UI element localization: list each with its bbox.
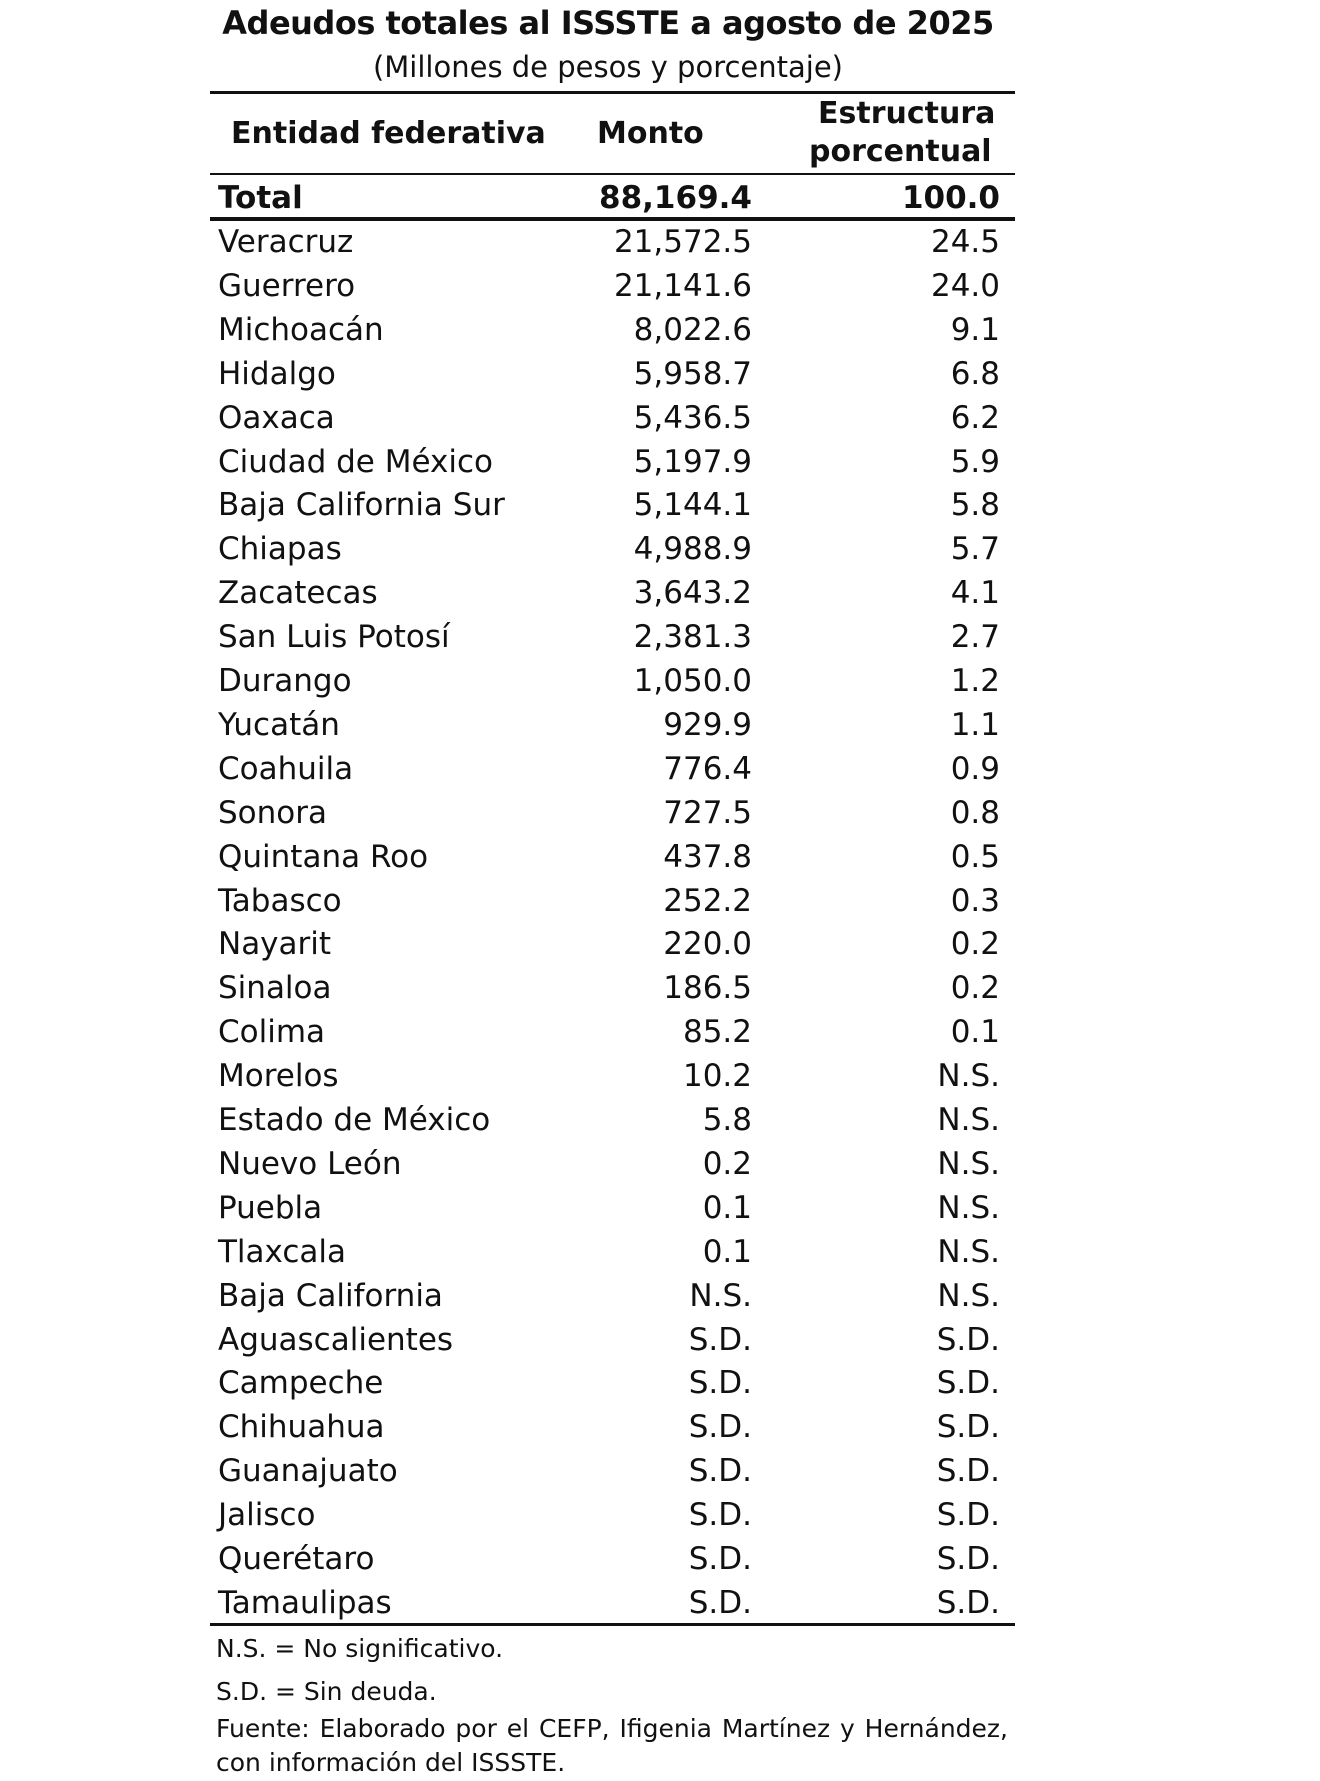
- share-cell: N.S.: [937, 1277, 1000, 1314]
- amount-cell: 0.2: [702, 1145, 752, 1182]
- share-cell: 1.1: [950, 706, 1000, 743]
- table-row: [210, 1318, 1015, 1362]
- state-name: Quintana Roo: [218, 838, 429, 875]
- amount-cell: S.D.: [688, 1365, 752, 1402]
- amount-cell: 0.1: [702, 1233, 752, 1270]
- state-name: San Luis Potosí: [218, 619, 450, 656]
- total-amount: 88,169.4: [599, 180, 752, 216]
- table-title: Adeudos totales al ISSSTE a agosto de 2025: [222, 4, 994, 42]
- state-name: Tlaxcala: [218, 1233, 346, 1270]
- table-row: [210, 1537, 1015, 1581]
- state-name: Nuevo León: [218, 1145, 402, 1182]
- table-row: [210, 396, 1015, 440]
- total-row: [210, 176, 1015, 220]
- share-cell: 4.1: [950, 575, 1000, 612]
- table-row: [210, 1493, 1015, 1537]
- table-row: [210, 527, 1015, 571]
- state-name: Sonora: [218, 794, 327, 831]
- state-name: Campeche: [218, 1365, 384, 1402]
- amount-cell: 5,144.1: [633, 487, 752, 524]
- amount-cell: 727.5: [663, 794, 752, 831]
- share-cell: 0.2: [950, 926, 1000, 963]
- state-name: Hidalgo: [218, 355, 336, 392]
- total-share: 100.0: [901, 180, 1000, 216]
- table-row: [210, 264, 1015, 308]
- table-row: [210, 483, 1015, 527]
- table-row: [210, 1230, 1015, 1274]
- amount-cell: 10.2: [682, 1058, 752, 1095]
- amount-cell: S.D.: [688, 1409, 752, 1446]
- amount-cell: 4,988.9: [633, 531, 752, 568]
- table-row: [210, 922, 1015, 966]
- state-name: Veracruz: [218, 224, 354, 260]
- state-name: Zacatecas: [218, 575, 378, 612]
- state-name: Guanajuato: [218, 1453, 398, 1490]
- state-name: Baja California Sur: [218, 487, 505, 524]
- amount-cell: 2,381.3: [633, 619, 752, 656]
- table-row: [210, 703, 1015, 747]
- amount-cell: N.S.: [689, 1277, 752, 1314]
- table-row: [210, 1274, 1015, 1318]
- amount-cell: 929.9: [663, 706, 752, 743]
- amount-cell: S.D.: [688, 1453, 752, 1490]
- amount-cell: 21,141.6: [613, 267, 752, 304]
- table-row: [210, 1449, 1015, 1493]
- share-cell: 24.5: [930, 224, 1000, 260]
- total-label: Total: [218, 180, 303, 216]
- share-cell: S.D.: [936, 1409, 1000, 1446]
- state-name: Chihuahua: [218, 1409, 385, 1446]
- table-row: [210, 1010, 1015, 1054]
- header-amount: Monto: [597, 116, 704, 151]
- share-cell: N.S.: [937, 1145, 1000, 1182]
- state-name: Nayarit: [218, 926, 332, 963]
- share-cell: N.S.: [937, 1058, 1000, 1095]
- amount-cell: S.D.: [688, 1497, 752, 1534]
- table-row: [210, 352, 1015, 396]
- share-cell: 2.7: [950, 619, 1000, 656]
- amount-cell: S.D.: [688, 1541, 752, 1577]
- table-row: [210, 659, 1015, 703]
- amount-cell: 3,643.2: [633, 575, 752, 612]
- table-row: [210, 1142, 1015, 1186]
- amount-cell: 8,022.6: [633, 311, 752, 348]
- table-row: [210, 966, 1015, 1010]
- share-cell: 1.2: [950, 663, 1000, 699]
- amount-cell: 776.4: [663, 750, 752, 787]
- share-cell: N.S.: [937, 1189, 1000, 1226]
- amount-cell: 5,958.7: [633, 355, 752, 392]
- amount-cell: S.D.: [688, 1321, 752, 1358]
- state-name: Oaxaca: [218, 399, 335, 436]
- share-cell: 0.8: [950, 794, 1000, 831]
- table-row: [210, 747, 1015, 791]
- state-name: Coahuila: [218, 750, 354, 787]
- bottom-rule: [210, 1623, 1015, 1626]
- amount-cell: 5,197.9: [633, 443, 752, 480]
- note-sd: S.D. = Sin deuda.: [216, 1677, 437, 1706]
- share-cell: 0.1: [950, 1014, 1000, 1051]
- state-name: Durango: [218, 663, 352, 699]
- share-cell: S.D.: [936, 1365, 1000, 1402]
- amount-cell: S.D.: [688, 1584, 752, 1621]
- share-cell: 9.1: [950, 311, 1000, 348]
- state-name: Jalisco: [218, 1497, 316, 1534]
- state-name: Yucatán: [218, 706, 340, 743]
- note-ns: N.S. = No significativo.: [216, 1634, 504, 1663]
- share-cell: 24.0: [930, 267, 1000, 304]
- amount-cell: 437.8: [663, 838, 752, 875]
- table-row: [210, 1186, 1015, 1230]
- amount-cell: 0.1: [702, 1189, 752, 1226]
- share-cell: N.S.: [937, 1102, 1000, 1138]
- amount-cell: 21,572.5: [613, 224, 752, 260]
- amount-cell: 5,436.5: [633, 399, 752, 436]
- table-row: [210, 1098, 1015, 1142]
- share-cell: 5.9: [950, 443, 1000, 480]
- share-cell: 5.7: [950, 531, 1000, 568]
- amount-cell: 220.0: [663, 926, 752, 963]
- state-name: Tabasco: [218, 882, 342, 919]
- share-cell: 0.3: [950, 882, 1000, 919]
- state-name: Tamaulipas: [218, 1584, 392, 1621]
- state-name: Aguascalientes: [218, 1321, 454, 1358]
- state-name: Chiapas: [218, 531, 342, 568]
- table-row: [210, 835, 1015, 879]
- table-subtitle: (Millones de pesos y porcentaje): [372, 50, 844, 84]
- table-row: [210, 308, 1015, 352]
- state-name: Michoacán: [218, 311, 384, 348]
- amount-cell: 85.2: [682, 1014, 752, 1051]
- table-row: [210, 571, 1015, 615]
- state-name: Colima: [218, 1014, 326, 1051]
- share-cell: S.D.: [936, 1497, 1000, 1534]
- state-name: Guerrero: [218, 267, 356, 304]
- table-row: [210, 1054, 1015, 1098]
- header-share-line2: porcentual: [809, 134, 992, 169]
- header-entity: Entidad federativa: [231, 116, 546, 151]
- share-cell: 6.2: [950, 399, 1000, 436]
- table-row: [210, 1361, 1015, 1405]
- share-cell: 0.9: [950, 750, 1000, 787]
- table-row: [210, 1581, 1015, 1625]
- share-cell: S.D.: [936, 1321, 1000, 1358]
- state-name: Puebla: [218, 1189, 323, 1226]
- table-row: [210, 1405, 1015, 1449]
- share-cell: 5.8: [950, 487, 1000, 524]
- source-note: Fuente: Elaborado por el CEFP, Ifigenia Martínez y Hernández, con información del ISSSTE.: [216, 1714, 1008, 1777]
- table-row: [210, 615, 1015, 659]
- table-row: [210, 879, 1015, 923]
- table-row: [210, 440, 1015, 484]
- table-row: [210, 791, 1015, 835]
- share-cell: 6.8: [950, 355, 1000, 392]
- state-name: Querétaro: [218, 1541, 375, 1577]
- amount-cell: 252.2: [663, 882, 752, 919]
- state-name: Sinaloa: [218, 970, 332, 1007]
- share-cell: S.D.: [936, 1453, 1000, 1490]
- share-cell: S.D.: [936, 1541, 1000, 1577]
- share-cell: N.S.: [937, 1233, 1000, 1270]
- header-share-line1: Estructura: [818, 96, 996, 131]
- table-row: [210, 220, 1015, 264]
- state-name: Estado de México: [218, 1102, 491, 1138]
- header-rule: [210, 173, 1015, 175]
- state-name: Morelos: [218, 1058, 339, 1095]
- state-name: Baja California: [218, 1277, 443, 1314]
- state-name: Ciudad de México: [218, 443, 493, 480]
- share-cell: 0.2: [950, 970, 1000, 1007]
- amount-cell: 5.8: [702, 1102, 752, 1138]
- top-rule: [210, 91, 1015, 94]
- amount-cell: 1,050.0: [633, 663, 752, 699]
- share-cell: 0.5: [950, 838, 1000, 875]
- amount-cell: 186.5: [663, 970, 752, 1007]
- share-cell: S.D.: [936, 1584, 1000, 1621]
